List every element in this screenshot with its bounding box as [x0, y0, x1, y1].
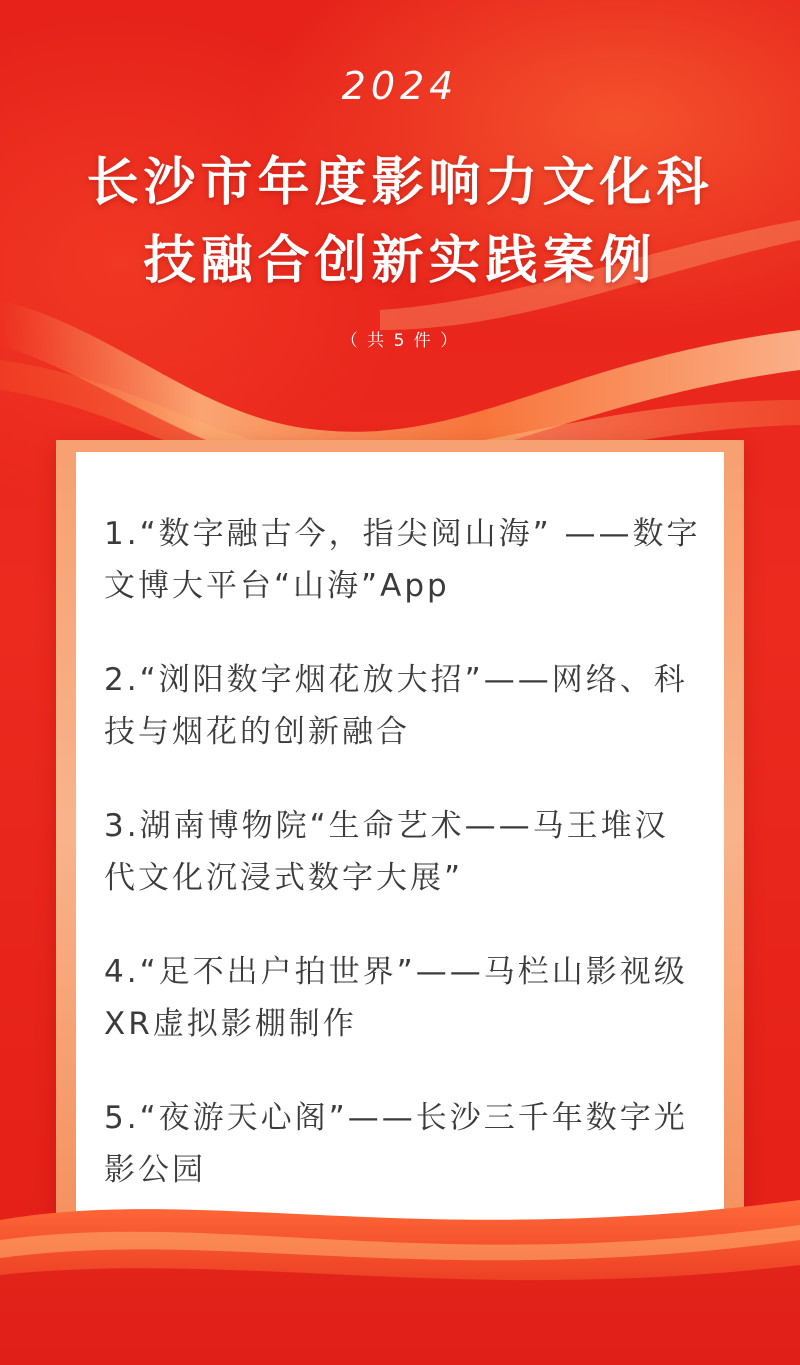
title-line-1: 长沙市年度影响力文化科: [86, 153, 714, 213]
case-count: （ 共 5 件 ）: [340, 331, 460, 351]
bottom-wave-decoration: [0, 1180, 800, 1365]
case-item-2: 2.“浏阳数字烟花放大招”——网络、科技与烟花的创新融合: [104, 662, 688, 750]
case-list-card: [76, 452, 724, 1220]
case-item-3: 3.湖南博物院“生命艺术——马王堆汉代文化沉浸式数字大展”: [104, 808, 669, 896]
case-item-1: 1.“数字融古今，指尖阅山海” ——数字文博大平台“山海”App: [104, 516, 701, 604]
title-line-2: 技融合创新实践案例: [143, 231, 657, 291]
case-item-5: 5.“夜游天心阁”——长沙三千年数字光影公园: [104, 1100, 688, 1188]
year-heading: 2024: [341, 64, 459, 108]
case-item-4: 4.“足不出户拍世界”——马栏山影视级XR虚拟影棚制作: [104, 954, 688, 1042]
